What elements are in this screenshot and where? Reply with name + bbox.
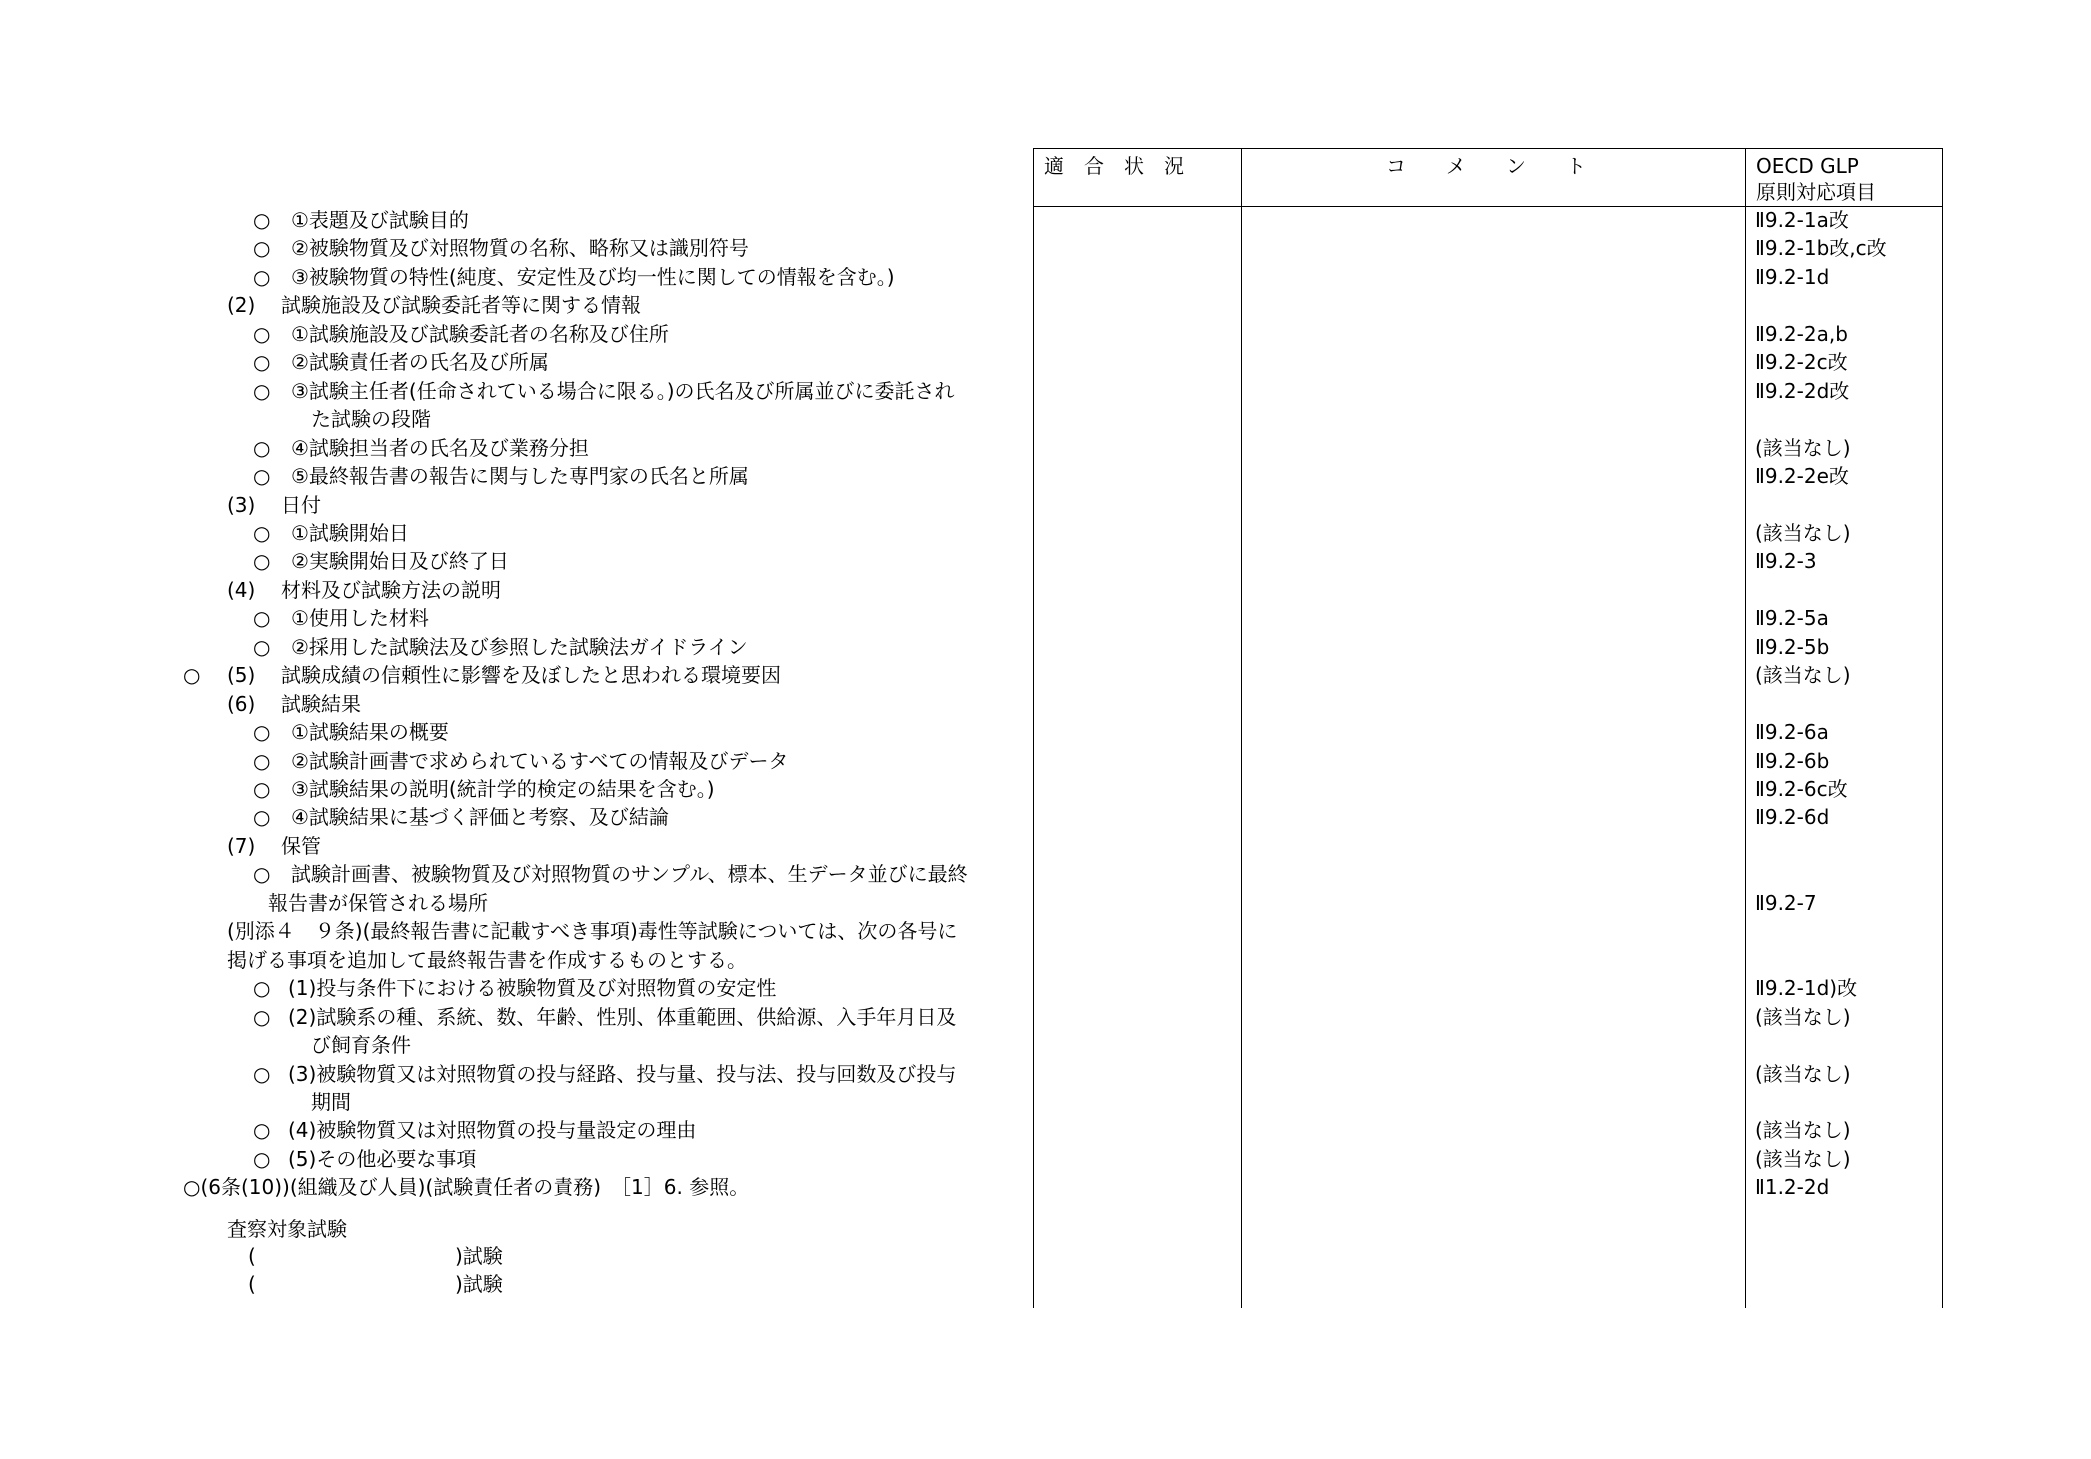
row-text: (2)試験系の種、系統、数、年齢、性別、体重範囲、供給源、入手年月日及 — [288, 1004, 957, 1029]
check-circle-marker: ○ — [253, 236, 271, 261]
oecd-reference: (該当なし) — [1755, 1061, 1851, 1086]
row-text: 期間 — [311, 1089, 351, 1114]
row-text: 報告書が保管される場所 — [268, 890, 488, 915]
paren-open: ( — [248, 1272, 256, 1296]
oecd-reference: Ⅱ9.2-5b — [1755, 634, 1830, 659]
section-number: (7) — [227, 833, 256, 858]
section-number: (6) — [227, 691, 256, 716]
oecd-reference: Ⅱ9.2-1d — [1755, 264, 1830, 289]
oecd-reference: Ⅱ9.2-2d改 — [1755, 378, 1850, 403]
row-text: 材料及び試験方法の説明 — [281, 577, 501, 602]
check-circle-marker: ○ — [253, 435, 271, 460]
row-text: ①試験施設及び試験委託者の名称及び住所 — [291, 321, 669, 346]
check-circle-marker: ○ — [253, 1061, 271, 1086]
row-text: ③被験物質の特性(純度、安定性及び均一性に関しての情報を含む。) — [291, 264, 895, 289]
row-text: ④試験結果に基づく評価と考察、及び結論 — [291, 805, 669, 830]
oecd-reference: Ⅱ9.2-6b — [1755, 748, 1830, 773]
header-oecd-line2: 原則対応項目 — [1756, 180, 1876, 204]
oecd-reference: Ⅱ9.2-1a改 — [1755, 208, 1849, 232]
oecd-reference: Ⅱ9.2-2c改 — [1755, 350, 1848, 375]
column-divider — [1241, 149, 1242, 1308]
row-text: ①試験開始日 — [291, 520, 409, 545]
inspection-target-title: 査察対象試験 — [227, 1217, 347, 1241]
row-text: ②試験計画書で求められているすべての情報及びデータ — [291, 748, 789, 773]
check-circle-marker: ○ — [253, 464, 271, 489]
row-text: 日付 — [281, 492, 321, 517]
row-text: (5)その他必要な事項 — [288, 1146, 477, 1171]
oecd-reference: Ⅱ9.2-1b改,c改 — [1755, 236, 1887, 261]
row-text: (4)被験物質又は対照物質の投与量設定の理由 — [288, 1118, 697, 1143]
oecd-reference: (該当なし) — [1755, 1118, 1851, 1143]
row-text: ②被験物質及び対照物質の名称、略称又は識別符号 — [291, 236, 749, 261]
check-circle-marker: ○ — [253, 606, 271, 631]
check-circle-marker: ○ — [253, 378, 271, 403]
oecd-reference: Ⅱ9.2-1d)改 — [1755, 976, 1858, 1001]
oecd-reference: (該当なし) — [1755, 520, 1851, 545]
check-circle-marker: ○ — [253, 777, 271, 801]
row-text: ②実験開始日及び終了日 — [291, 549, 509, 574]
oecd-reference: Ⅱ9.2-6a — [1755, 720, 1829, 745]
oecd-reference: Ⅱ9.2-2a,b — [1755, 321, 1848, 346]
row-text: ○(6条(10))(組織及び人員)(試験責任者の責務) ［1］6. 参照。 — [183, 1175, 750, 1200]
row-text: ⑤最終報告書の報告に関与した専門家の氏名と所属 — [291, 464, 749, 489]
row-text: ①表題及び試験目的 — [291, 208, 469, 232]
row-text: (3)被験物質又は対照物質の投与経路、投与量、投与法、投与回数及び投与 — [288, 1061, 957, 1086]
row-text: た試験の段階 — [311, 407, 431, 432]
check-circle-marker: ○ — [253, 1004, 271, 1029]
check-circle-marker: ○ — [253, 321, 271, 346]
section-number: (3) — [227, 492, 256, 517]
section-number: (5) — [227, 663, 256, 688]
oecd-reference: (該当なし) — [1755, 1146, 1851, 1171]
check-circle-marker: ○ — [253, 862, 271, 887]
oecd-reference: Ⅱ9.2-5a — [1755, 606, 1829, 631]
check-circle-marker: ○ — [253, 720, 271, 745]
row-text: 保管 — [281, 833, 321, 858]
oecd-reference: Ⅱ9.2-6d — [1755, 805, 1830, 830]
paren-close-label: )試験 — [455, 1244, 503, 1268]
check-circle-marker: ○ — [253, 805, 271, 830]
row-text: (別添４ ９条)(最終報告書に記載すべき事項)毒性等試験については、次の各号に — [227, 919, 958, 944]
row-text: ①使用した材料 — [291, 606, 429, 631]
row-text: 試験計画書、被験物質及び対照物質のサンプル、標本、生データ並びに最終 — [291, 862, 968, 887]
oecd-reference: (該当なし) — [1755, 435, 1851, 460]
check-circle-marker: ○ — [253, 208, 271, 232]
header-status: 適 合 状 況 — [1044, 154, 1184, 178]
check-circle-marker: ○ — [253, 264, 271, 289]
row-text: ④試験担当者の氏名及び業務分担 — [291, 435, 589, 460]
section-number: (2) — [227, 293, 256, 318]
row-text: び飼育条件 — [311, 1033, 411, 1058]
check-circle-marker: ○ — [253, 1146, 271, 1171]
row-text: ②採用した試験法及び参照した試験法ガイドライン — [291, 634, 748, 659]
row-text: ①試験結果の概要 — [291, 720, 449, 745]
check-circle-marker: ○ — [253, 748, 271, 773]
oecd-reference: Ⅱ9.2-6c改 — [1755, 777, 1848, 801]
oecd-reference: Ⅱ1.2-2d — [1755, 1175, 1830, 1200]
paren-open: ( — [248, 1244, 256, 1268]
oecd-reference: Ⅱ9.2-2e改 — [1755, 464, 1849, 489]
oecd-reference: Ⅱ9.2-3 — [1755, 549, 1817, 574]
check-circle-marker: ○ — [253, 350, 271, 375]
header-oecd-line1: OECD GLP — [1756, 154, 1859, 178]
row-text: ③試験結果の説明(統計学的検定の結果を含む。) — [291, 777, 715, 801]
row-text: ③試験主任者(任命されている場合に限る。)の氏名及び所属並びに委託され — [291, 378, 955, 403]
row-text: 試験施設及び試験委託者等に関する情報 — [281, 293, 641, 318]
header-comment: コ メ ン ト — [1386, 154, 1586, 178]
check-circle-marker: ○ — [253, 1118, 271, 1143]
row-text: (1)投与条件下における被験物質及び対照物質の安定性 — [288, 976, 777, 1001]
row-text: ②試験責任者の氏名及び所属 — [291, 350, 549, 375]
row-text: 試験結果 — [281, 691, 361, 716]
section-number: (4) — [227, 577, 256, 602]
check-circle-marker: ○ — [253, 549, 271, 574]
check-circle-marker: ○ — [183, 663, 201, 688]
column-divider — [1745, 149, 1746, 1308]
check-circle-marker: ○ — [253, 520, 271, 545]
oecd-reference: (該当なし) — [1755, 663, 1851, 688]
row-text: 掲げる事項を追加して最終報告書を作成するものとする。 — [227, 947, 747, 972]
row-text: 試験成績の信頼性に影響を及ぼしたと思われる環境要因 — [281, 663, 781, 688]
check-circle-marker: ○ — [253, 634, 271, 659]
check-circle-marker: ○ — [253, 976, 271, 1001]
paren-close-label: )試験 — [455, 1272, 503, 1296]
oecd-reference: (該当なし) — [1755, 1004, 1851, 1029]
oecd-reference: Ⅱ9.2-7 — [1755, 890, 1817, 915]
